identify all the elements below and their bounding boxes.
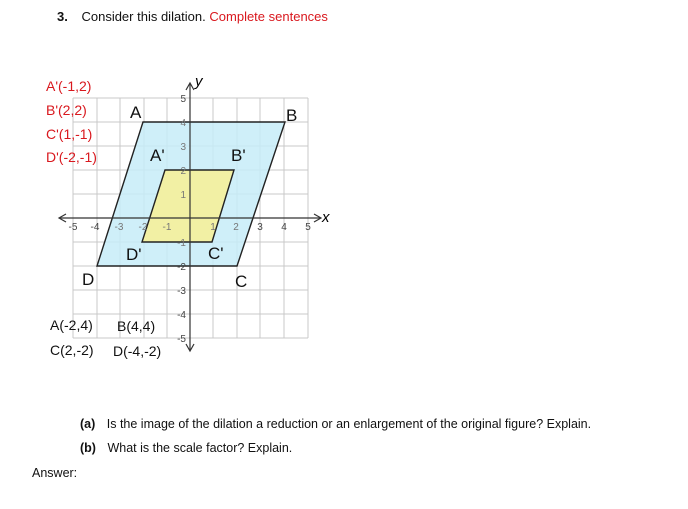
- part-a: [80, 417, 591, 431]
- question-instruction: Complete sentences: [209, 9, 328, 24]
- part-b-label: (b): [80, 441, 96, 455]
- vertex-label-c-prime: C': [208, 244, 224, 263]
- vertex-label-c: C: [235, 272, 248, 291]
- image-coord: C'(1,-1): [46, 126, 93, 142]
- y-tick: 1: [180, 190, 186, 201]
- question-parts: [80, 417, 591, 465]
- y-tick: -4: [177, 310, 186, 321]
- question-text: Consider this dilation.: [81, 9, 206, 24]
- part-b-text: What is the scale factor? Explain.: [107, 441, 293, 455]
- answer-label: Answer:: [32, 466, 78, 480]
- original-coord: D(-4,-2): [113, 343, 162, 359]
- vertex-label-d: D: [82, 270, 95, 289]
- y-tick: 3: [180, 142, 186, 153]
- x-tick: -3: [114, 222, 124, 233]
- original-coord: C(2,-2): [50, 342, 94, 358]
- vertex-label-a-prime: A': [150, 146, 165, 165]
- original-coord: A(-2,4): [50, 317, 93, 333]
- x-tick: -2: [138, 222, 148, 233]
- y-tick: 5: [180, 94, 186, 105]
- x-tick: -5: [68, 222, 78, 233]
- y-tick: -1: [177, 238, 186, 249]
- x-tick: 3: [257, 222, 263, 233]
- y-tick: 4: [180, 118, 186, 129]
- y-tick: -5: [177, 334, 186, 345]
- x-tick: 4: [281, 222, 287, 233]
- image-coord: D'(-2,-1): [46, 149, 97, 165]
- vertex-label-b: B: [286, 106, 298, 125]
- part-b: [80, 441, 591, 455]
- x-tick: 5: [305, 222, 311, 233]
- image-coord: B'(2,2): [46, 102, 87, 118]
- x-tick: 2: [233, 222, 239, 233]
- vertex-label-b-prime: B': [231, 146, 246, 165]
- image-coord: A'(-1,2): [46, 78, 92, 94]
- original-coord: B(4,4): [117, 318, 156, 334]
- x-tick: -1: [162, 222, 172, 233]
- part-a-label: (a): [80, 417, 96, 431]
- x-axis-label: x: [322, 209, 330, 226]
- x-tick: -4: [90, 222, 100, 233]
- part-a-text: Is the image of the dilation a reduction or an enlargement of the original figure? Explain.: [106, 417, 592, 431]
- y-tick: -2: [177, 262, 186, 273]
- y-tick: -3: [177, 286, 186, 297]
- y-axis-label: y: [195, 73, 203, 90]
- x-tick: 1: [210, 222, 216, 233]
- vertex-label-a: A: [130, 103, 142, 122]
- vertex-label-d-prime: D': [126, 245, 142, 264]
- y-tick: 2: [180, 166, 186, 177]
- question-number: 3.: [57, 9, 68, 24]
